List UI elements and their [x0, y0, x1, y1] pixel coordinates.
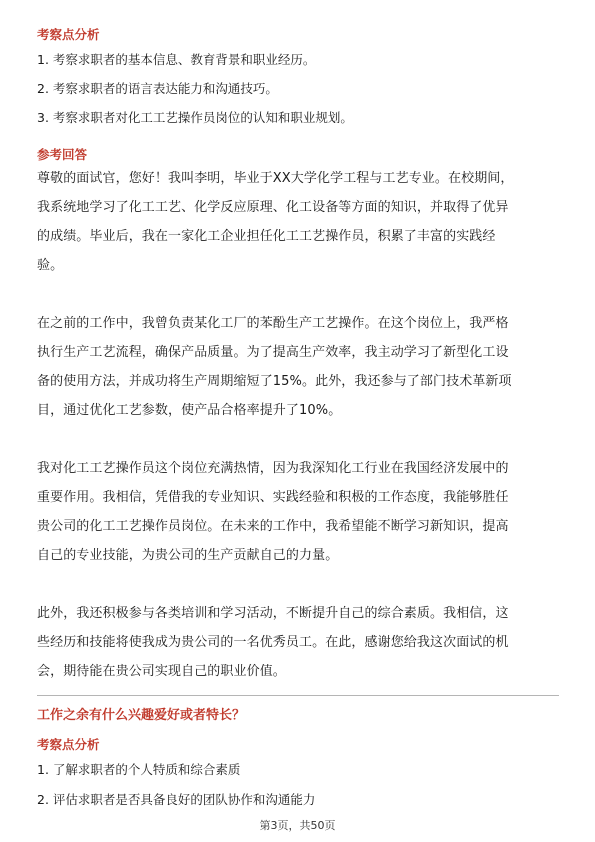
page-footer: 第3页，共50页	[259, 819, 336, 832]
answer-p2-line-1: 在之前的工作中，我曾负责某化工厂的苯酚生产工艺操作。在这个岗位上，我严格	[37, 316, 509, 331]
answer-p4-line-1: 此外，我还积极参与各类培训和学习活动，不断提升自己的综合素质。我相信，这	[37, 606, 509, 621]
answer-p1-line-1: 尊敬的面试官，您好！我叫李明，毕业于XX大学化学工程与工艺专业。在校期间，	[37, 171, 514, 186]
question2-analysis-heading: 考察点分析	[37, 737, 100, 752]
analysis-item-3: 3. 考察求职者对化工工艺操作员岗位的认知和职业规划。	[37, 110, 353, 125]
answer-p2-line-3: 备的使用方法，并成功将生产周期缩短了15%。此外，我还参与了部门技术革新项	[37, 374, 512, 389]
analysis-item-1: 1. 考察求职者的基本信息、教育背景和职业经历。	[37, 52, 316, 67]
analysis-item-2: 2. 考察求职者的语言表达能力和沟通技巧。	[37, 81, 278, 96]
answer-p2-line-2: 执行生产工艺流程，确保产品质量。为了提高生产效率，我主动学习了新型化工设	[37, 345, 509, 360]
answer-p1-line-4: 验。	[37, 258, 64, 273]
answer-p3-line-2: 重要作用。我相信，凭借我的专业知识、实践经验和积极的工作态度，我能够胜任	[37, 490, 509, 505]
answer-p1-line-3: 的成绩。毕业后，我在一家化工企业担任化工工艺操作员，积累了丰富的实践经	[37, 229, 496, 244]
analysis-heading: 考察点分析	[37, 27, 100, 42]
question2-analysis-item-1: 1. 了解求职者的个人特质和综合素质	[37, 762, 241, 777]
answer-p1-line-2: 我系统地学习了化工工艺、化学反应原理、化工设备等方面的知识，并取得了优异	[37, 200, 509, 215]
answer-p3-line-4: 自己的专业技能，为贵公司的生产贡献自己的力量。	[37, 548, 339, 563]
answer-p3-line-3: 贵公司的化工工艺操作员岗位。在未来的工作中，我希望能不断学习新知识，提高	[37, 519, 509, 534]
answer-p2-line-4: 目，通过优化工艺参数，使产品合格率提升了10%。	[37, 403, 342, 418]
answer-p3-line-1: 我对化工工艺操作员这个岗位充满热情，因为我深知化工行业在我国经济发展中的	[37, 461, 509, 476]
question-title: 工作之余有什么兴趣爱好或者特长？	[37, 708, 246, 723]
section-divider	[37, 695, 559, 696]
answer-p4-line-3: 会，期待能在贵公司实现自己的职业价值。	[37, 664, 286, 679]
answer-p4-line-2: 些经历和技能将使我成为贵公司的一名优秀员工。在此，感谢您给我这次面试的机	[37, 635, 509, 650]
answer-heading: 参考回答	[37, 147, 88, 162]
question2-analysis-item-2: 2. 评估求职者是否具备良好的团队协作和沟通能力	[37, 792, 316, 807]
